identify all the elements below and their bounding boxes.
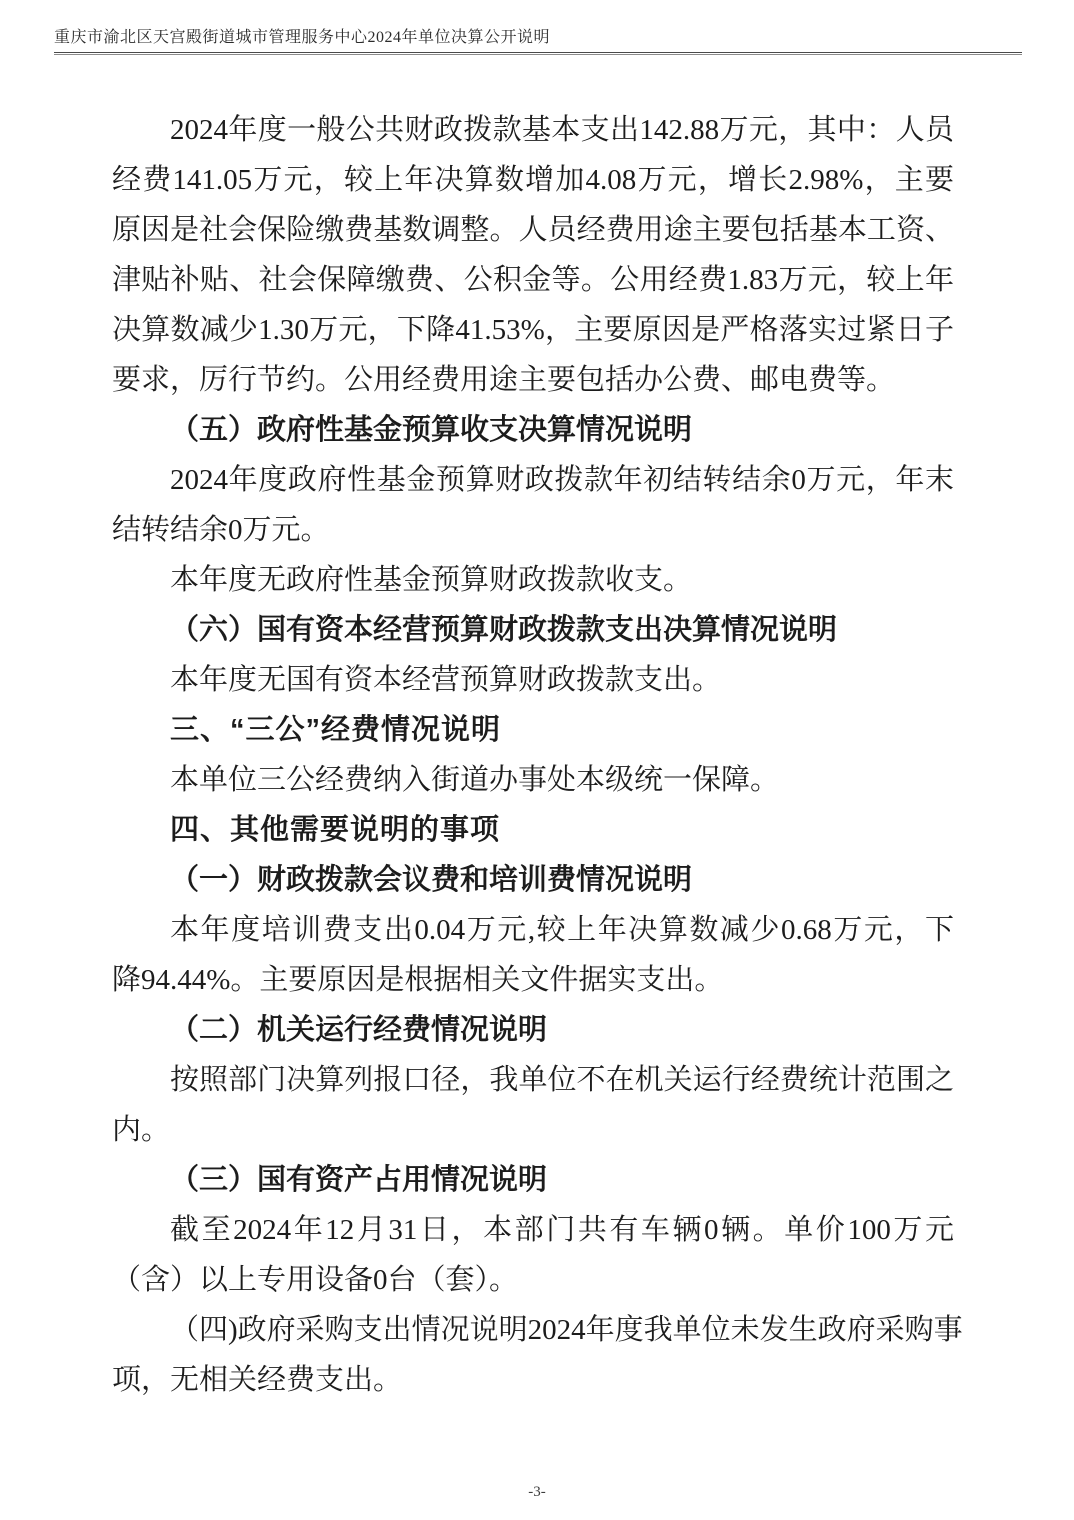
header-title: 重庆市渝北区天宫殿街道城市管理服务中心2024年单位决算公开说明 <box>54 29 551 46</box>
page-footer <box>0 1484 1074 1501</box>
text-line: 降94.44%。主要原因是根据相关文件据实支出。 <box>112 964 724 996</box>
paragraph <box>112 905 954 1005</box>
paragraph <box>112 1305 963 1405</box>
paragraph <box>112 655 954 705</box>
paragraph <box>112 1005 954 1055</box>
paragraph <box>112 605 954 655</box>
paragraph <box>112 855 954 905</box>
text-line: 2024年度一般公共财政拨款基本支出142.88万元，其中：人员 <box>170 114 954 146</box>
text-line: 本年度培训费支出0.04万元,较上年决算数减少0.68万元，下 <box>170 914 954 946</box>
text-line: 按照部门决算列报口径，我单位不在机关运行经费统计范围之 <box>170 1064 954 1096</box>
text-line: 经费141.05万元，较上年决算数增加4.08万元，增长2.98%，主要 <box>112 164 954 196</box>
text-line: （四)政府采购支出情况说明2024年度我单位未发生政府采购事 <box>170 1314 963 1346</box>
text-line: （五）政府性基金预算收支决算情况说明 <box>170 414 693 446</box>
paragraph <box>112 455 954 555</box>
text-line: 内。 <box>112 1114 171 1146</box>
text-line: 津贴补贴、社会保障缴费、公积金等。公用经费1.83万元，较上年 <box>112 264 954 296</box>
text-line: 截至2024年12月31日，本部门共有车辆0辆。单价100万元 <box>170 1214 954 1246</box>
paragraph <box>112 1155 954 1205</box>
page-number: -3- <box>528 1484 546 1500</box>
text-line: （六）国有资本经营预算财政拨款支出决算情况说明 <box>170 614 838 646</box>
text-line: 要求，厉行节约。公用经费用途主要包括办公费、邮电费等。 <box>112 364 896 396</box>
text-line: 本年度无国有资本经营预算财政拨款支出。 <box>170 664 722 696</box>
text-line: 本单位三公经费纳入街道办事处本级统一保障。 <box>170 764 780 796</box>
text-line: （一）财政拨款会议费和培训费情况说明 <box>170 864 693 896</box>
paragraph <box>112 105 954 405</box>
paragraph <box>112 705 954 755</box>
paragraph <box>112 405 954 455</box>
text-line: （含）以上专用设备0台（套）。 <box>112 1264 519 1296</box>
page-header <box>54 27 1022 55</box>
paragraph <box>112 1205 954 1305</box>
text-line: 本年度无政府性基金预算财政拨款收支。 <box>170 564 693 596</box>
paragraph <box>112 805 954 855</box>
text-line: 2024年度政府性基金预算财政拨款年初结转结余0万元，年末 <box>170 464 954 496</box>
text-line: （二）机关运行经费情况说明 <box>170 1014 548 1046</box>
document-body <box>112 105 963 1405</box>
text-line: 项，无相关经费支出。 <box>112 1364 403 1396</box>
text-line: 原因是社会保险缴费基数调整。人员经费用途主要包括基本工资、 <box>112 214 954 246</box>
text-line: 结转结余0万元。 <box>112 514 330 546</box>
header-rule <box>54 52 1022 55</box>
text-line: （三）国有资产占用情况说明 <box>170 1164 548 1196</box>
paragraph <box>112 1055 954 1155</box>
text-line: 决算数减少1.30万元，下降41.53%，主要原因是严格落实过紧日子 <box>112 314 954 346</box>
paragraph <box>112 555 954 605</box>
text-line: 四、其他需要说明的事项 <box>170 814 501 846</box>
text-line: 三、“三公”经费情况说明 <box>170 714 502 746</box>
paragraph <box>112 755 954 805</box>
